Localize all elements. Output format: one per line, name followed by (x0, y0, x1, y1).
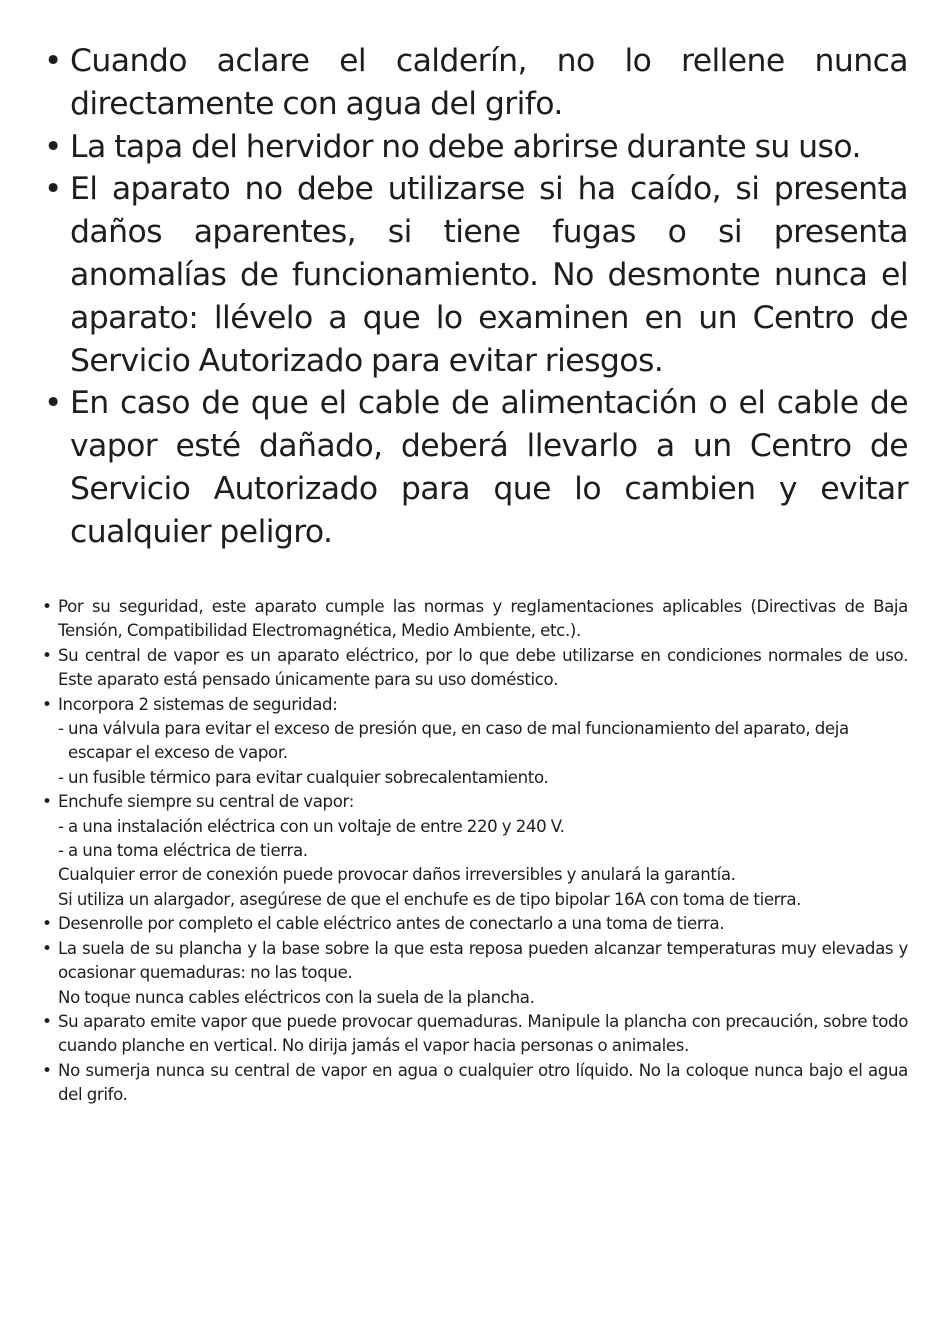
warning-item (42, 40, 908, 126)
safety-item (42, 595, 908, 644)
warning-item (42, 382, 908, 553)
safety-subitem: - un fusible térmico para evitar cualquier sobrecalentamiento. (58, 767, 549, 787)
safety-item (42, 1059, 908, 1108)
safety-item (42, 644, 908, 693)
safety-text: Enchufe siempre su central de vapor: (58, 792, 354, 812)
safety-subitem-continuation: escapar el exceso de vapor. (68, 743, 288, 763)
bullet-icon: • (42, 914, 52, 935)
bullet-icon: • (42, 1011, 52, 1032)
safety-text: Su aparato emite vapor que puede provocar quemaduras. Manipule la plancha con precaución, sobre todo cuando planche en vertical. No dirija jamás el vapor hacia personas o animales. (58, 1011, 908, 1056)
bullet-icon: • (44, 43, 62, 79)
safety-item (42, 1010, 908, 1059)
safety-item (42, 693, 908, 791)
main-warnings-list (42, 40, 908, 554)
safety-text: No sumerja nunca su central de vapor en agua o cualquier otro líquido. No la coloque nunca bajo el agua del grifo. (58, 1060, 908, 1105)
warning-text: La tapa del hervidor no debe abrirse durante su uso. (70, 128, 861, 165)
safety-item (42, 912, 908, 936)
safety-subitem: - a una toma eléctrica de tierra. (58, 841, 308, 861)
safety-text: Incorpora 2 sistemas de seguridad: (58, 694, 338, 714)
safety-instructions-list (42, 595, 908, 1108)
bullet-icon: • (44, 171, 62, 208)
safety-text: Por su seguridad, este aparato cumple las normas y reglamentaciones aplicables (Directivas de Baja Tensión, Compatibilidad Electromagnética, Medio Ambiente, etc.). (58, 597, 908, 641)
warning-text: El aparato no debe utilizarse si ha caído, si presenta daños aparentes, si tiene fugas o si presenta anomalías de funcionamiento. No desmonte nunca el aparato: llévelo a que lo examinen en un Centro de Servicio Autorizado para evitar riesgos. (70, 171, 908, 379)
bullet-icon: • (42, 597, 52, 617)
bullet-icon: • (42, 694, 52, 715)
warning-text: Cuando aclare el calderín, no lo rellene nunca directamente con agua del grifo. (70, 43, 908, 122)
warning-text: En caso de que el cable de alimentación o el cable de vapor esté dañado, deberá llevarlo a un Centro de Servicio Autorizado para que lo cambien y evitar cualquier peligro. (70, 385, 908, 550)
bullet-icon: • (44, 385, 62, 422)
bullet-icon: • (42, 938, 52, 959)
safety-subitem: - a una instalación eléctrica con un voltaje de entre 220 y 240 V. (58, 816, 565, 836)
safety-item (42, 937, 908, 1010)
safety-text: Desenrolle por completo el cable eléctrico antes de conectarlo a una toma de tierra. (58, 914, 725, 934)
warning-item (42, 126, 908, 169)
bullet-icon: • (42, 792, 52, 813)
safety-note: No toque nunca cables eléctricos con la suela de la plancha. (58, 987, 535, 1007)
safety-subitem: - una válvula para evitar el exceso de presión que, en caso de mal funcionamiento del aparato, deja (58, 719, 849, 739)
bullet-icon: • (44, 128, 62, 165)
safety-text: Su central de vapor es un aparato eléctrico, por lo que debe utilizarse en condiciones normales de uso. Este aparato está pensado únicamente para su uso doméstico. (58, 645, 908, 690)
warning-item (42, 168, 908, 382)
bullet-icon: • (42, 1060, 52, 1081)
safety-note: Si utiliza un alargador, asegúrese de que el enchufe es de tipo bipolar 16A con toma de tierra. (58, 889, 802, 909)
safety-item (42, 790, 908, 912)
safety-text: La suela de su plancha y la base sobre la que esta reposa pueden alcanzar temperaturas muy elevadas y ocasionar quemaduras: no las toque. (58, 938, 908, 983)
safety-note: Cualquier error de conexión puede provocar daños irreversibles y anulará la garantía. (58, 865, 736, 885)
bullet-icon: • (42, 645, 52, 666)
